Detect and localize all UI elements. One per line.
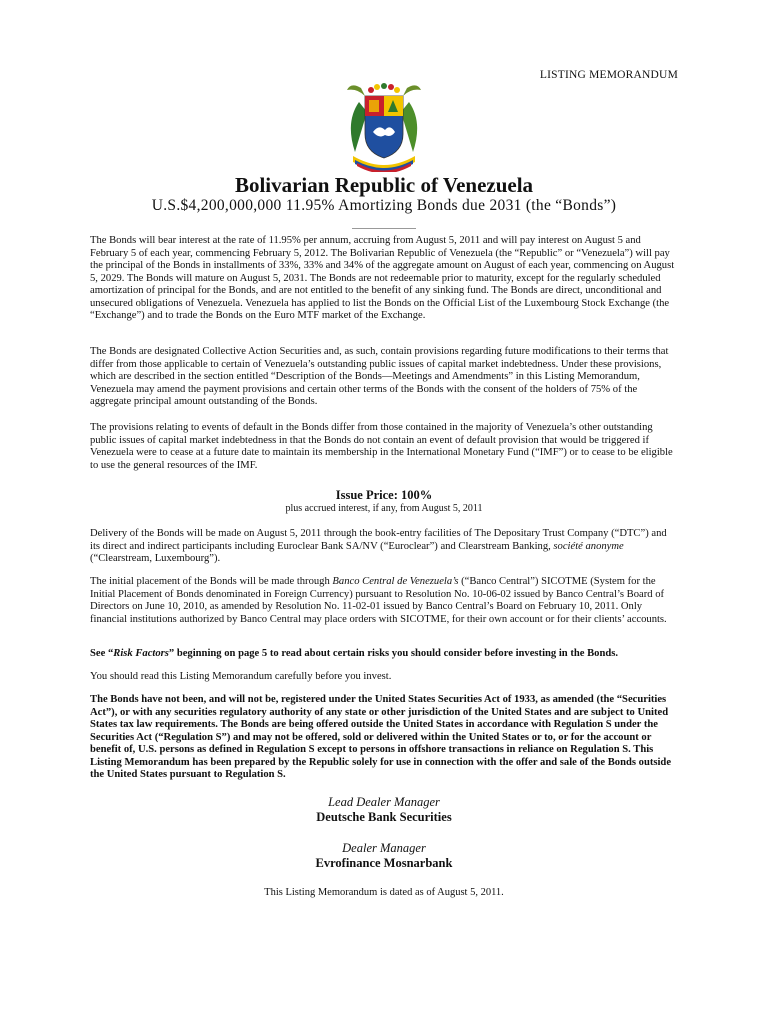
paragraph-text: The Bonds will bear interest at the rate of 11.95% per annum, accruing from August 5, 2011 and will pay interest on August 5 and February 5 of each year, commencing February 5, 2012. The Bolivarian Republic of Venezuela (the “Republic” or “Venezuela”) will pay the principal of the Bonds in installments of 33%, 33% and 34% of the aggregate amount on August of each year, commencing on August 5, 2029. The Bonds will mature on August 5, 2031. The Bonds are not redeemable prior to maturity, except for the regularly scheduled amortization of principal for the Bonds, and are not entitled to the benefit of any sinking fund. The Bonds are direct, unconditional and unsecured obligations of Venezuela. Venezuela has applied to list the Bonds on the Official List of the Luxembourg Stock Exchange (the “Exchange”) and to trade the Bonds on the Euro MTF market of the Exchange. <box>90 235 675 321</box>
paragraph-text: The initial placement of the Bonds will be made through <box>90 576 333 587</box>
risk-factors-link[interactable]: Risk Factors <box>113 648 169 659</box>
document-subtitle: U.S.$4,200,000,000 11.95% Amortizing Bonds due 2031 (the “Bonds”) <box>151 197 617 214</box>
dealer-role: Dealer Manager <box>342 841 426 855</box>
paragraph-text: See “ <box>90 648 114 659</box>
coat-of-arms-icon <box>331 82 437 172</box>
paragraph-events-of-default <box>90 422 678 472</box>
paragraph-text: The provisions relating to events of default in the Bonds differ from those contained in the majority of Venezuela’s other outstanding public issues of capital market indebtedness in that the Bonds do not contain an event of default provision that would be triggered if Venezuela were to cease at a future date to maintain its membership in the International Monetary Fund (“IMF”) or to cease to be eligible to use the general resources of the IMF. <box>90 422 673 471</box>
dealer-name: Evrofinance Mosnarbank <box>315 856 453 870</box>
paragraph-text: (“Clearstream, Luxembourg”). <box>90 553 221 564</box>
paragraph-text: You should read this Listing Memorandum carefully before you invest. <box>90 671 392 682</box>
paragraph-text: The Bonds have not been, and will not be, registered under the United States Securities Act of 1933, as amended (the “Securities Act”), or with any securities regulatory authority of any state or other jurisdiction of the United States and are subject to United States tax law requirements. The Bonds are being offered outside the United States in accordance with Regulation S under the Securities Act (“Regulation S”) and may not be offered, sold or delivered within the United States or to, or for the account or benefit of, U.S. persons as defined in Regulation S except to persons in offshore transactions in reliance on Regulation S. This Listing Memorandum has been prepared by the Republic solely for use in connection with the offer and sale of the Bonds outside the United States pursuant to Regulation S. <box>90 694 672 780</box>
paragraph-delivery <box>90 528 678 566</box>
paragraph-text: (“Banco Central”) SICOTME (System for the Initial Placement of Bonds denominated in Foreign Currency) pursuant to Resolution No. 10-06-02 issued by Banco Central’s Board of Directors on June 10, 2010, as amended by Resolution No. 11-02-01 issued by Banco Central’s Board on February 10, 2011. Only financial institutions authorized by Banco Central may place orders with SICOTME, for their own account or for their clients’ accounts. <box>90 576 667 625</box>
paragraph-text: ” beginning on page 5 to read about certain risks you should consider before investing in the Bonds. <box>168 648 619 659</box>
issue-price-note: plus accrued interest, if any, from August 5, 2011 <box>285 503 483 514</box>
listing-header: LISTING MEMORANDUM <box>539 69 678 81</box>
issue-price: Issue Price: 100% <box>335 488 433 502</box>
lead-dealer-role: Lead Dealer Manager <box>328 795 440 809</box>
paragraph-text: Delivery of the Bonds will be made on August 5, 2011 through the book-entry facilities of The Depositary Trust Company (“DTC”) and its direct and indirect participants including Euroclear Bank SA/NV (“Euroclear”) and Clearstream Banking, <box>90 528 667 552</box>
document-title: Bolivarian Republic of Venezuela <box>234 173 534 197</box>
dated-statement: This Listing Memorandum is dated as of August 5, 2011. <box>264 887 504 898</box>
paragraph-interest <box>90 235 678 323</box>
paragraph-placement <box>90 576 678 626</box>
paragraph-risk-factors <box>90 648 678 661</box>
paragraph-text-italic: Banco Central de Venezuela’s <box>332 576 459 587</box>
paragraph-text: The Bonds are designated Collective Action Securities and, as such, contain provisions regarding future modifications to their terms that differ from those applicable to certain of Venezuela’s outstanding public issues of capital market indebtedness. Under these provisions, which are described in the section entitled “Description of the Bonds—Meetings and Amendments” in this Listing Memorandum, Venezuela may amend the payment provisions and certain other terms of the Bonds with the consent of the holders of 75% of the aggregate principal amount outstanding of the Bonds. <box>90 346 669 407</box>
title-divider <box>352 228 416 229</box>
paragraph-read-carefully <box>90 671 678 684</box>
paragraph-securities-act <box>90 694 678 782</box>
paragraph-collective-action <box>90 346 678 409</box>
paragraph-text-italic: société anonyme <box>553 540 624 552</box>
lead-dealer-name: Deutsche Bank Securities <box>316 810 452 824</box>
